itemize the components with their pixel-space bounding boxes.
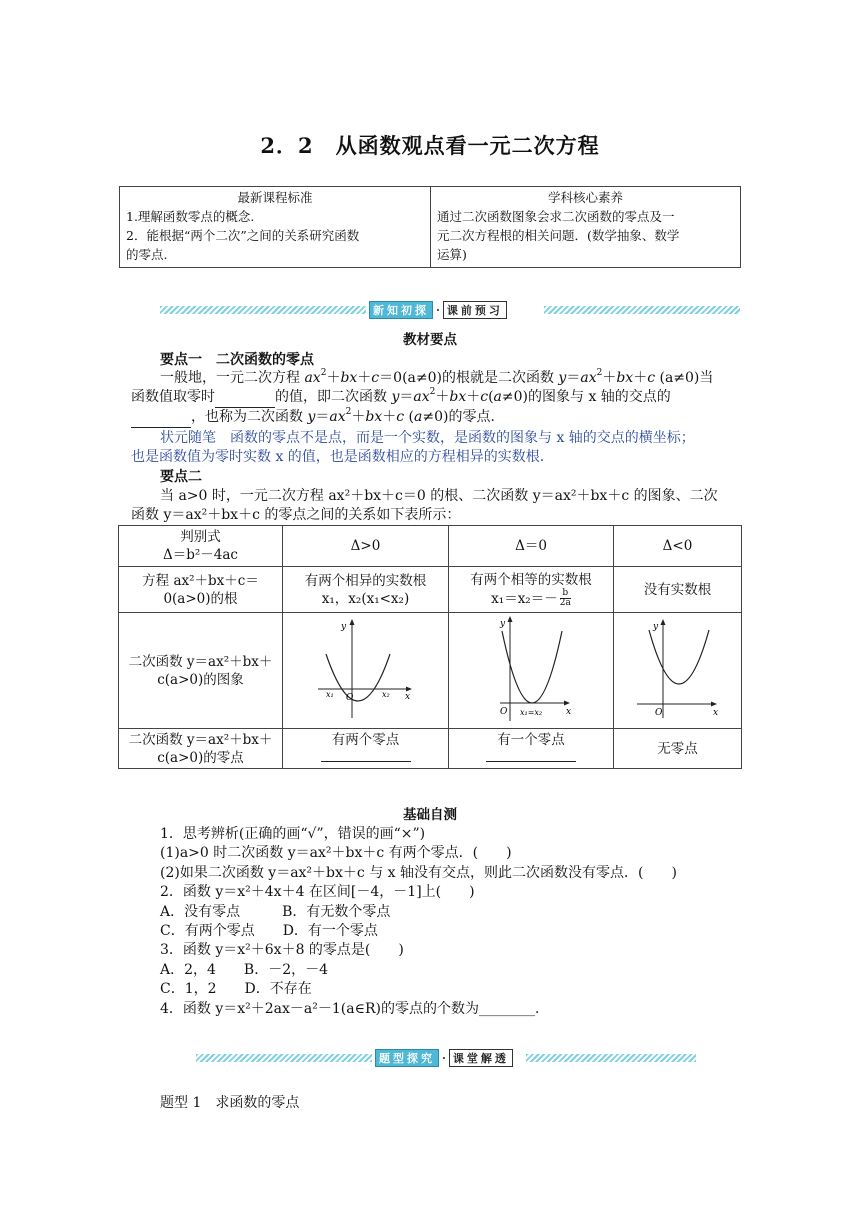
section-banner-preview: 新知初探 · 课前预习 xyxy=(160,302,740,318)
origin-label: O xyxy=(500,707,508,717)
row-graph-label: 二次函数 y＝ax²＋bx＋ c(a>0)的图象 xyxy=(119,613,283,729)
header-negative: Δ<0 xyxy=(614,526,742,567)
relation-table xyxy=(118,525,742,769)
self-test-list xyxy=(160,825,677,1019)
cell-one-zero: 有一个零点 xyxy=(449,729,614,769)
point2-line: 当 a>0 时，一元二次方程 ax²＋bx＋c＝0 的根、二次函数 y＝ax²＋bx＋c 的图象、二次 xyxy=(160,488,718,504)
header-positive: Δ>0 xyxy=(283,526,449,567)
note-line: 状元随笔 函数的零点不是点，而是一个实数，是函数的图象与 x 轴的交点的横坐标； xyxy=(160,430,695,446)
point2-heading: 要点二 xyxy=(160,469,202,485)
course-standards-cell xyxy=(120,187,431,268)
x1-equals-x2-label: x₁=x₂ xyxy=(520,708,543,717)
core-literacy-header: 学科核心素养 xyxy=(547,190,623,205)
graph-no-root xyxy=(614,613,742,729)
parabola-two-roots-graph xyxy=(316,616,416,720)
option-line: C．1，2 D．不存在 xyxy=(160,981,312,998)
course-standards-header: 最新课程标准 xyxy=(237,190,313,205)
question-line: 1．思考辨析(正确的画“√”，错误的画“×”) xyxy=(160,826,426,842)
section-banner-explore: 题型探究 · 课堂解透 xyxy=(196,1050,696,1066)
fill-blank[interactable] xyxy=(215,387,275,408)
core-literacy-cell xyxy=(431,187,741,268)
x-axis-label: x xyxy=(404,692,410,702)
self-test-heading: 基础自测 xyxy=(403,807,457,823)
course-standards-line: 2．能根据“两个二次”之间的关系研究函数 xyxy=(126,228,360,243)
y-axis-label: y xyxy=(500,619,506,629)
point2-line: 函数 y＝ax²＋bx＋c 的零点之间的关系如下表所示： xyxy=(131,507,461,523)
cell-two-zeros: 有两个零点 xyxy=(283,729,449,769)
parabola-no-root-graph xyxy=(633,616,723,720)
graph-two-roots xyxy=(283,613,449,729)
point1-line: 函数值取零时 的值，即二次函数 $y=ax^2+bx+c(a\ne 0)$的图象与 x 轴的交点的 xyxy=(131,387,671,408)
banner-label-preview: 课前预习 xyxy=(443,301,507,319)
cell-no-zero: 无零点 xyxy=(614,729,742,769)
course-standards-line: 的零点. xyxy=(126,247,168,262)
fill-blank[interactable] xyxy=(486,751,576,762)
option-line: C．有两个零点 D．有一个零点 xyxy=(160,923,378,940)
banner-label-new-knowledge: 新知初探 xyxy=(369,301,433,319)
origin-label: O xyxy=(345,693,353,703)
note-line: 也是函数值为零时实数 x 的值，也是函数相应的方程相异的实数根． xyxy=(131,449,554,465)
question-type-heading: 题型 1 求函数的零点 xyxy=(160,1095,300,1111)
option-line: A．没有零点 B．有无数个零点 xyxy=(160,903,391,920)
cell-double-root: 有两个相等的实数根 x₁＝x₂＝－ $\frac{b}{2a}$ xyxy=(449,567,614,613)
core-literacy-line: 通过二次函数图象会求二次函数的零点及一 xyxy=(437,209,675,224)
cell-two-roots: 有两个相异的实数根 x₁，x₂(x₁<x₂) xyxy=(283,567,449,613)
fraction-numerator: b xyxy=(560,589,571,599)
banner-label-classroom: 课堂解透 xyxy=(449,1049,513,1067)
question-line: (1)a>0 时二次函数 y＝ax²＋bx＋c 有两个零点．( ) xyxy=(160,845,512,862)
x1-label: x₁ xyxy=(325,690,334,699)
row-zeros-label: 二次函数 y＝ax²＋bx＋ c(a>0)的零点 xyxy=(119,729,283,769)
point1-line: 一般地，一元二次方程 $ax^2+bx+c=0(a\ne 0)$的根就是二次函数 $y=ax^2+bx+c$ (a≠0)当 xyxy=(160,368,714,386)
course-standards-line: 1.理解函数零点的概念. xyxy=(126,209,255,224)
standards-table xyxy=(119,186,741,268)
core-literacy-line: 元二次方程根的相关问题．(数学抽象、数学 xyxy=(437,228,680,243)
question-line: 2．函数 y＝x²＋4x＋4 在区间[－4，－1]上( ) xyxy=(160,884,475,901)
origin-label: O xyxy=(654,708,662,718)
cell-no-roots: 没有实数根 xyxy=(614,567,742,613)
option-line: A．2，4 B．－2，－4 xyxy=(160,961,329,978)
x2-label: x₂ xyxy=(381,690,390,699)
y-axis-label: y xyxy=(652,622,658,632)
x-axis-label: x xyxy=(566,707,572,717)
section-heading: 教材要点 xyxy=(403,332,457,348)
y-axis-label: y xyxy=(340,622,346,632)
question-line: (2)如果二次函数 y＝ax²＋bx＋c 与 x 轴没有交点，则此二次函数没有零点．( ) xyxy=(160,864,677,881)
banner-label-explore: 题型探究 xyxy=(375,1049,439,1067)
header-discriminant: 判别式 Δ＝b²－4ac xyxy=(119,526,283,567)
fill-blank[interactable] xyxy=(321,751,411,762)
graph-one-root xyxy=(449,613,614,729)
question-line: 3．函数 y＝x²＋6x＋8 的零点是( ) xyxy=(160,942,404,959)
fraction-denominator: 2a xyxy=(559,598,571,608)
x-axis-label: x xyxy=(712,708,718,718)
parabola-one-root-graph xyxy=(486,613,576,723)
page-title: 2．2 从函数观点看一元二次方程 xyxy=(260,133,600,158)
fill-blank[interactable] xyxy=(131,407,191,428)
header-zero: Δ＝0 xyxy=(449,526,614,567)
core-literacy-line: 运算) xyxy=(437,247,467,262)
point1-heading: 要点一 二次函数的零点 xyxy=(160,352,314,368)
row-roots-label: 方程 ax²＋bx＋c＝ 0(a>0)的根 xyxy=(119,567,283,613)
question-line: 4．函数 y＝x²＋2ax－a²－1(a∈R)的零点的个数为________． xyxy=(160,1000,549,1017)
point1-line: ，也称为二次函数 $y=ax^2+bx+c$ (a≠0)的零点． xyxy=(131,407,504,428)
